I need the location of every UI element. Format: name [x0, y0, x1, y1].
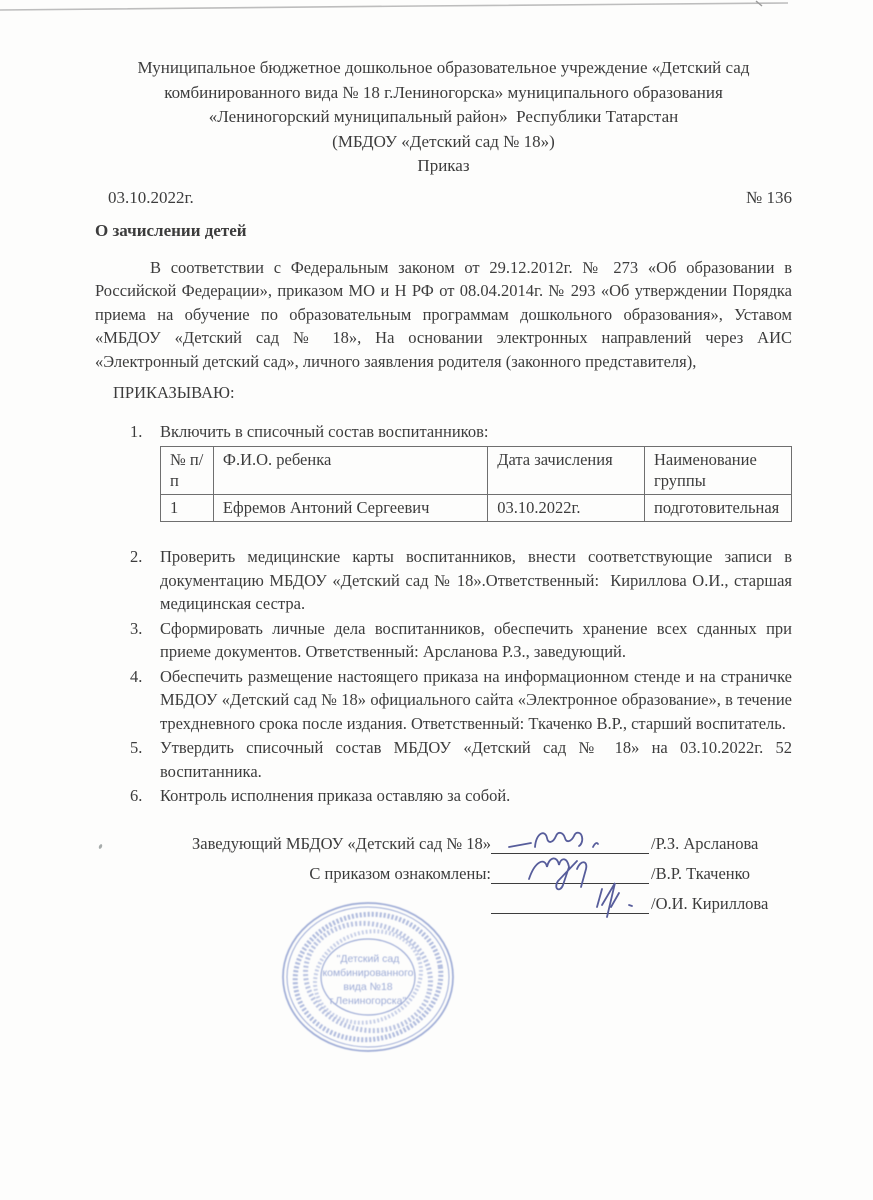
intro-paragraph: В соответствии с Федеральным законом от 29.12.2012г. № 273 «Об образовании в Российской Федерации», приказом МО и Н РФ от 08.04.2014г. № 293 «Об утверждении Порядка приема на обучение по образовательным программам дошкольного образования», Уставом «МБДОУ «Детский сад № 18», На основании электронных направлений через АИС «Электронный детский сад», личного заявления родителя (законного представителя), [95, 257, 792, 371]
order-item-6 [95, 784, 792, 808]
handwritten-signature [591, 881, 651, 925]
order-item-number: 5. [130, 738, 143, 757]
order-item-number: 6. [130, 786, 143, 805]
col-header-child-name: Ф.И.О. ребенка [213, 447, 487, 495]
stamp-center-line: комбинированного [322, 967, 414, 979]
col-header-enroll-date: Дата зачисления [488, 447, 645, 495]
stamp-center-line: г.Лениногорска" [329, 995, 407, 1007]
document-body [95, 0, 792, 1200]
document-number: № 136 [746, 187, 792, 207]
cell-group-name: подготовительная [644, 495, 791, 522]
letterhead-line: (МБДОУ «Детский сад № 18») [332, 131, 555, 151]
signature-line [491, 860, 649, 884]
order-item-5 [95, 736, 792, 783]
order-item-3 [95, 617, 792, 664]
order-item-number: 1. [130, 421, 143, 441]
cell-child-name: Ефремов Антоний Сергеевич [213, 495, 487, 522]
order-item-number: 4. [130, 666, 143, 686]
order-item-text: Контроль исполнения приказа оставляю за собой. [160, 786, 511, 805]
order-item-text: Утвердить списочный состав МБДОУ «Детский сад № 18» на 03.10.2022г. 52 воспитанника. [160, 738, 792, 781]
order-item-number: 2. [130, 547, 143, 566]
table-header-row [161, 447, 792, 495]
order-item-2 [95, 545, 792, 616]
document-date: 03.10.2022г. [108, 187, 194, 207]
signature-label: Заведующий МБДОУ «Детский сад № 18» [192, 833, 491, 853]
letterhead-line: Муниципальное бюджетное дошкольное образовательное учреждение «Детский сад [137, 58, 750, 77]
stamp-center-line: вида №18 [343, 981, 393, 993]
order-item-text: Сформировать личные дела воспитанников, обеспечить хранение всех сданных при приеме документов. Ответственный: Арсланова Р.З., заведующий. [160, 618, 792, 661]
document-type-title: Приказ [417, 156, 470, 175]
signature-name: /О.И. Кириллова [651, 893, 769, 913]
order-item-text: Включить в списочный состав воспитанников: [160, 421, 489, 441]
document-subject: О зачислении детей [95, 220, 247, 240]
letterhead [95, 0, 792, 179]
stamp-center-line: "Детский сад [336, 953, 400, 965]
order-item-text: Проверить медицинские карты воспитанников, внести соответствующие записи в документацию МБДОУ «Детский сад № 18».Ответственный: Кириллова О.И., старшая медицинская сестра. [160, 547, 792, 613]
table-row [161, 495, 792, 522]
signature-line [491, 890, 649, 914]
order-item-number: 3. [130, 618, 143, 638]
letterhead-line: комбинированного вида № 18 г.Лениногорска» муниципального образования [164, 82, 723, 102]
order-item-1 [95, 420, 792, 444]
col-header-group-name: Наименование группы [644, 447, 791, 495]
signature-row-acknowledged-1 [95, 854, 792, 884]
signature-label: С приказом ознакомлены: [309, 863, 491, 883]
resolution-word: ПРИКАЗЫВАЮ: [113, 383, 235, 402]
cell-npp: 1 [161, 495, 214, 522]
date-number-row [95, 188, 792, 208]
enrollment-table-wrap [160, 446, 792, 522]
order-items-list [95, 420, 792, 808]
signature-line [491, 830, 649, 854]
letterhead-line: «Лениногорский муниципальный район» Республики Татарстан [208, 107, 679, 126]
order-item-4 [95, 665, 792, 736]
signature-name: /Р.З. Арсланова [651, 833, 759, 853]
cell-enroll-date: 03.10.2022г. [488, 495, 645, 522]
organization-round-stamp [278, 898, 458, 1056]
order-item-text: Обеспечить размещение настоящего приказа на информационном стенде и на страничке МБДОУ «Детский сад № 18» официального сайта «Электронное образование», в течение трехдневного срока после издания. Ответственный: Ткаченко В.Р., старший воспитатель. [160, 666, 792, 733]
signature-name: /В.Р. Ткаченко [651, 863, 751, 883]
enrollment-table [160, 446, 792, 522]
col-header-npp: № п/п [161, 447, 214, 495]
signature-row-director [95, 824, 792, 854]
